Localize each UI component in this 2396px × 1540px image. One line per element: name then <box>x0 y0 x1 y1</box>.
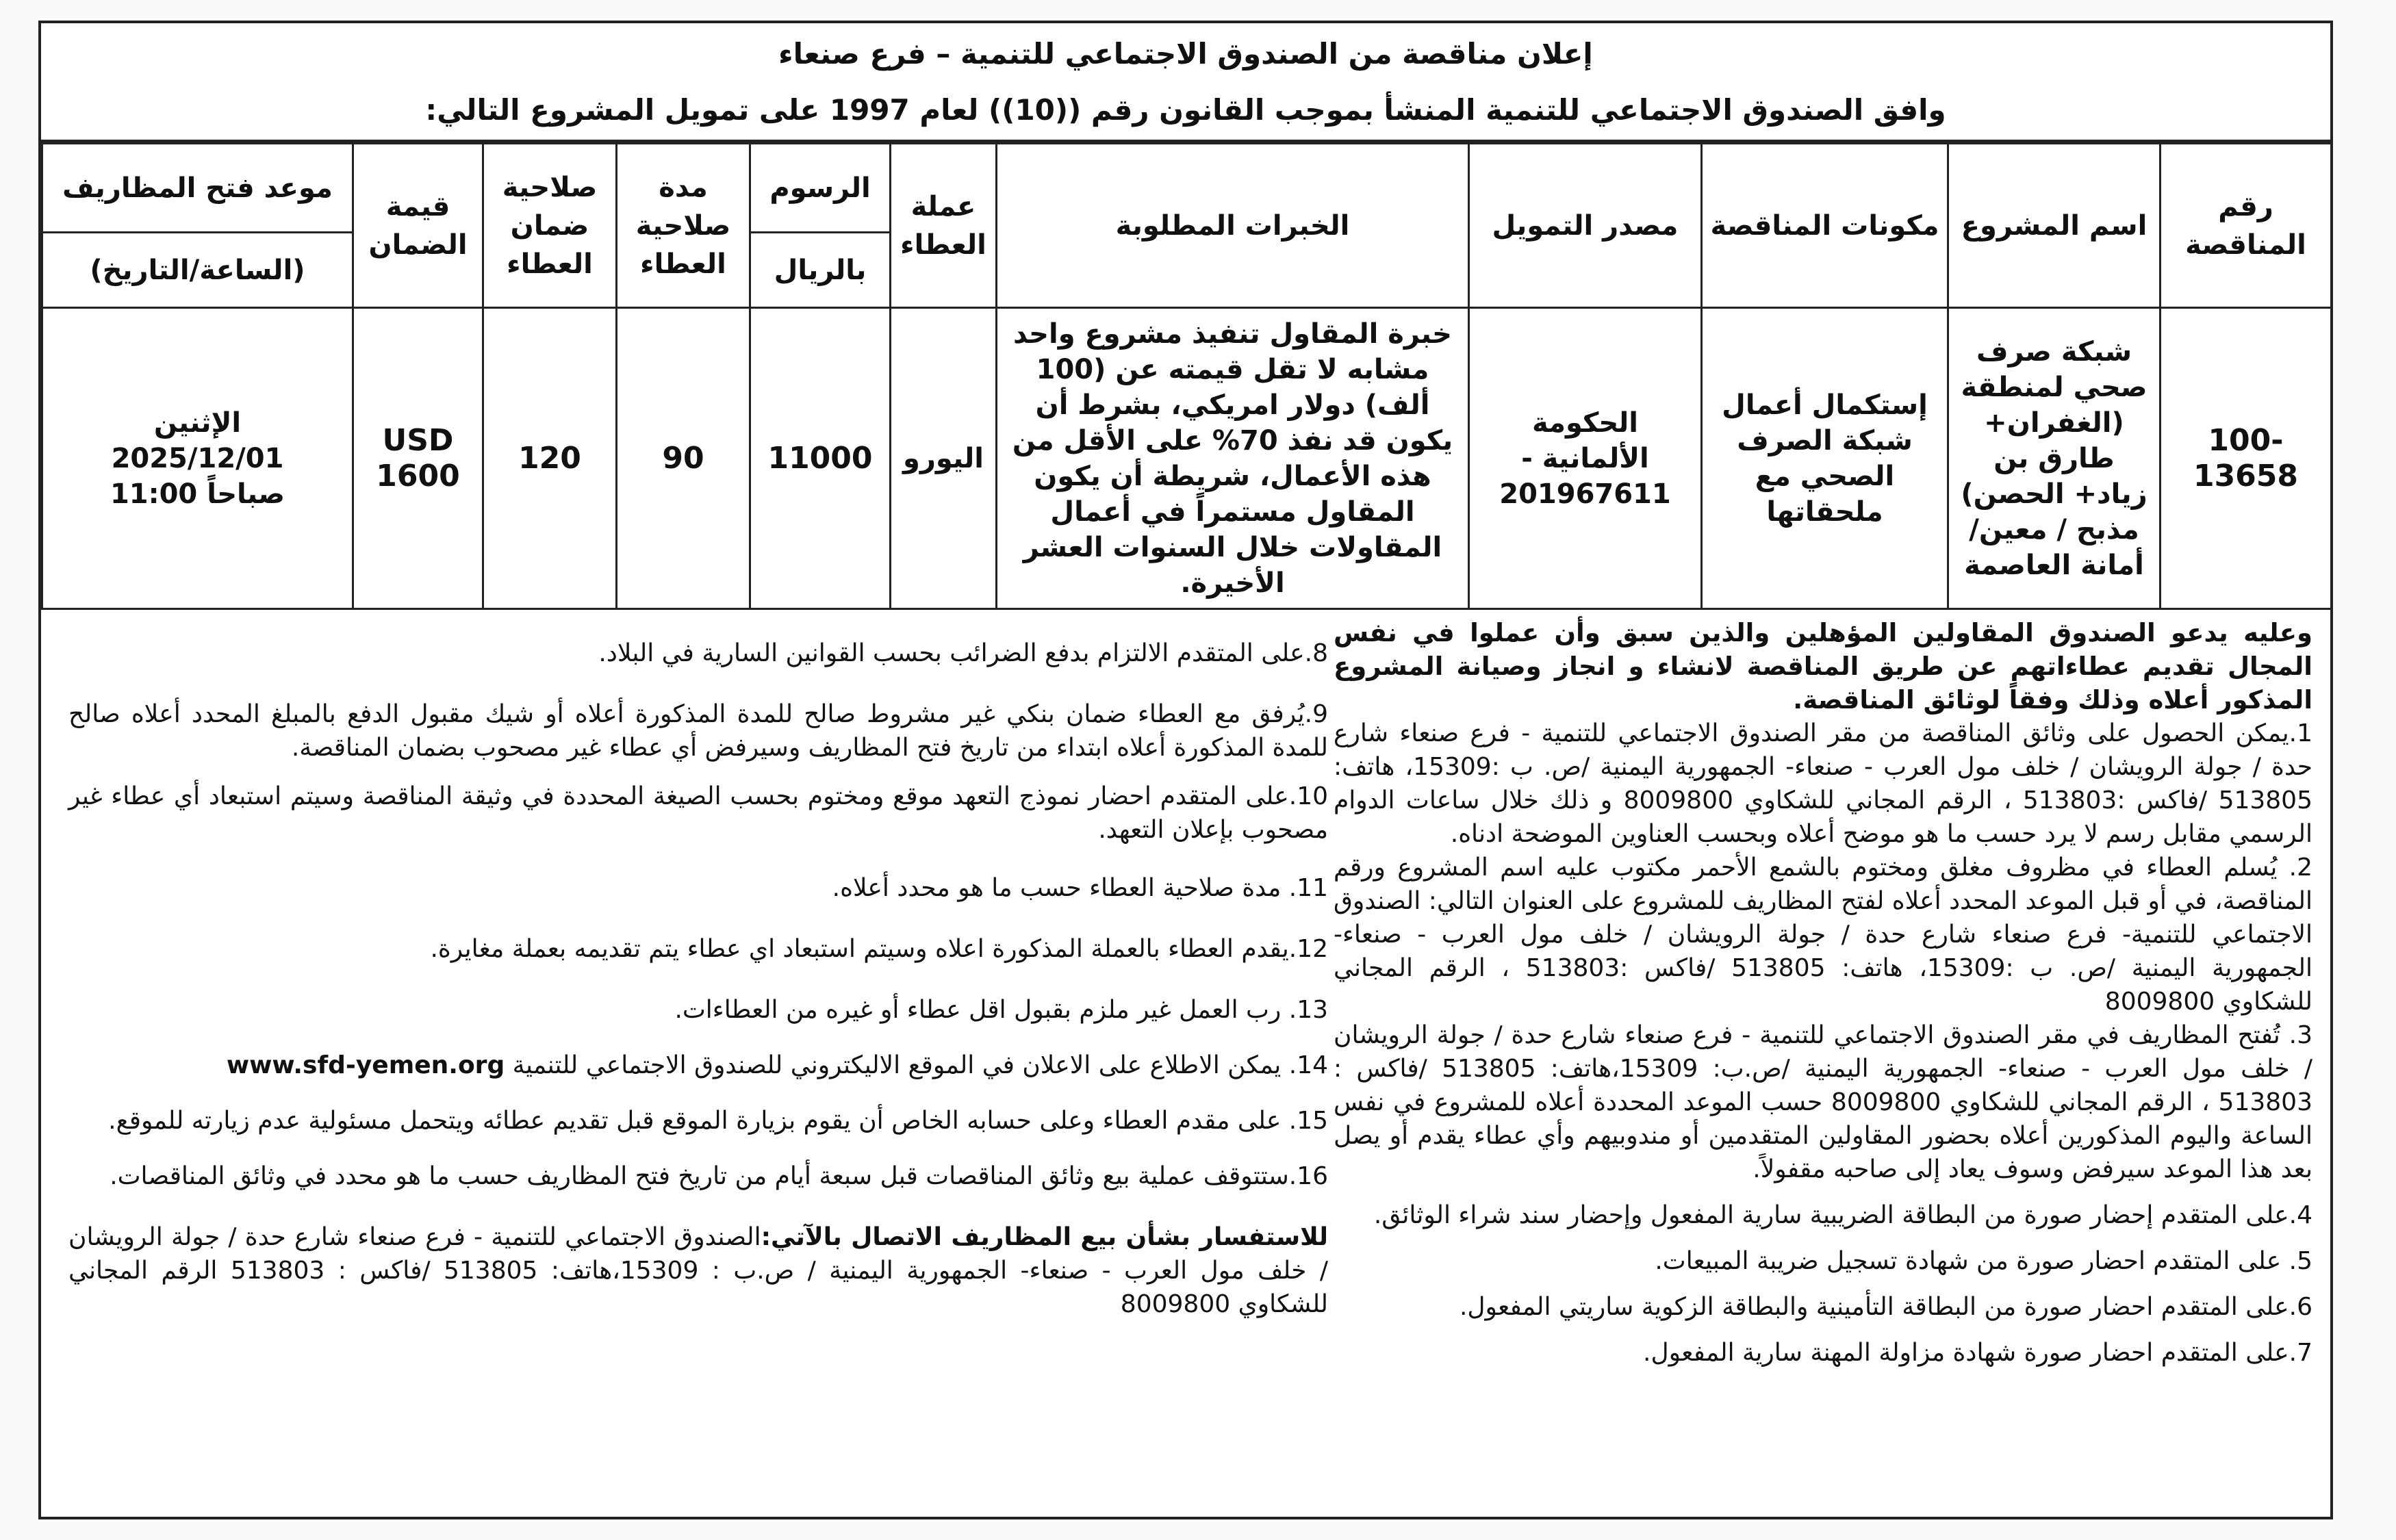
intro-paragraph: وعليه يدعو الصندوق المقاولين المؤهلين والذين سبق وأن عملوا في نفس المجال تقديم عطاءاتهم عن طريق المناقصة لانشاء و انجاز وصيانة المشروع المذكور أعلاه وذلك وفقاً لوثائق المناقصة. <box>1334 618 2312 715</box>
header-opening-sub: (الساعة/التاريخ) <box>42 233 353 308</box>
header-opening: موعد فتح المظاريف <box>42 144 353 233</box>
tender-table <box>41 142 2332 610</box>
notice-title: إعلان مناقصة من الصندوق الاجتماعي للتنمية – فرع صنعاء <box>778 37 1593 70</box>
notice-subtitle: وافق الصندوق الاجتماعي للتنمية المنشأ بموجب القانون رقم ((10)) لعام 1997 على تمويل المشروع التالي: <box>425 93 1946 127</box>
header-guarantee-validity: صلاحية ضمان العطاء <box>483 144 617 308</box>
condition-item: 4.على المتقدم إحضار صورة من البطاقة الضريبية سارية المفعول وإحضار سند شراء الوثائق. <box>1373 1201 2312 1229</box>
cell-fees: 11000 <box>750 308 891 609</box>
condition-item: 10.على المتقدم احضار نموذج التعهد موقع ومختوم بحسب الصيغة المحددة في وثيقة المناقصة وسيتم استبعاد أي عطاء غير مصحوب بإعلان التعهد. <box>68 782 1328 844</box>
condition-item: 11. مدة صلاحية العطاء حسب ما هو محدد أعلاه. <box>832 874 1328 902</box>
conditions-right-column <box>1334 616 2312 1370</box>
inquiry-paragraph <box>68 1220 1328 1321</box>
condition-item: 9.يُرفق مع العطاء ضمان بنكي غير مشروط صالح للمدة المذكورة أعلاه أو شيك مقبول الدفع بالمبلغ المحدد أعلاه صالح للمدة المذكورة أعلاه ابتداء من تاريخ فتح المظاريف وسيرفض أي عطاء غير مصحوب بضمان المناقصة. <box>68 700 1328 762</box>
condition-item: 12.يقدم العطاء بالعملة المذكورة اعلاه وسيتم استبعاد اي عطاء يتم تقديمه بعملة مغايرة. <box>430 935 1328 963</box>
opening-day: الإثنين <box>153 407 242 439</box>
condition-item-text: 14. يمكن الاطلاع على الاعلان في الموقع الاليكتروني للصندوق الاجتماعي للتنمية <box>512 1051 1328 1079</box>
condition-item: 13. رب العمل غير ملزم بقبول اقل عطاء أو غيره من العطاءات. <box>674 996 1328 1024</box>
condition-item: 5. على المتقدم احضار صورة من شهادة تسجيل ضريبة المبيعات. <box>1655 1247 2312 1275</box>
tender-notice <box>38 21 2333 1519</box>
cell-validity: 90 <box>617 308 750 609</box>
header-tender-no: رقم المناقصة <box>2161 144 2332 308</box>
inquiry-text: الصندوق الاجتماعي للتنمية - فرع صنعاء شارع حدة / جولة الرويشان / خلف مول العرب - صنعاء- الجمهورية اليمنية / ص.ب : 15309،هاتف: 513805 /فاكس : 513803 الرقم المجاني للشكاوي 8009800 <box>68 1223 1328 1318</box>
cell-guarantee-value: USD 1600 <box>353 308 483 609</box>
cell-opening <box>42 308 353 609</box>
header-validity: مدة صلاحية العطاء <box>617 144 750 308</box>
website-link[interactable]: www.sfd-yemen.org <box>226 1051 505 1079</box>
header-currency: عملة العطاء <box>891 144 997 308</box>
header-fees: الرسوم <box>750 144 891 233</box>
cell-currency: اليورو <box>891 308 997 609</box>
condition-item: 6.على المتقدم احضار صورة من البطاقة التأمينية والبطاقة الزكوية ساريتي المفعول. <box>1459 1293 2312 1321</box>
header-components: مكونات المناقصة <box>1702 144 1948 308</box>
header-funding: مصدر التمويل <box>1469 144 1702 308</box>
cell-guarantee-validity: 120 <box>483 308 617 609</box>
cell-project-name: شبكة صرف صحي لمنطقة (الغفران+ طارق بن زياد+ الحصن) مذبح / معين/ أمانة العاصمة <box>1948 308 2161 609</box>
condition-item: 16.ستتوقف عملية بيع وثائق المناقصات قبل سبعة أيام من تاريخ فتح المظاريف حسب ما هو محدد في وثائق المناقصات. <box>110 1162 1328 1190</box>
notice-header <box>41 23 2330 142</box>
condition-item <box>68 1049 1328 1082</box>
condition-item: 15. على مقدم العطاء وعلى حسابه الخاص أن يقوم بزيارة الموقع قبل تقديم عطائه ويتحمل مسئولية عدم زيارته للموقع. <box>108 1107 1328 1135</box>
condition-item: 7.على المتقدم احضار صورة شهادة مزاولة المهنة سارية المفعول. <box>1643 1339 2312 1367</box>
opening-date: 2025/12/01 <box>111 442 284 474</box>
opening-time: صباحاً 11:00 <box>110 478 285 510</box>
header-guarantee-value: قيمة الضمان <box>353 144 483 308</box>
cell-tender-no: 100-13658 <box>2161 308 2332 609</box>
condition-item: 2. يُسلم العطاء في مظروف مغلق ومختوم بالشمع الأحمر مكتوب عليه اسم المشروع ورقم المناقصة، في أو قبل الموعد المحدد أعلاه لفتح المظاريف للمشروع على العنوان التالي: الصندوق الاجتماعي للتنمية- فرع صنعاء شارع حدة / جولة الرويشان / خلف مول العرب - صنعاء- الجمهورية اليمنية /ص. ب :15309، هاتف: 513805 /فاكس :513803 ، الرقم المجاني للشكاوي 8009800 <box>1334 854 2313 1016</box>
header-fees-unit: بالريال <box>750 233 891 308</box>
condition-item: 8.على المتقدم الالتزام بدفع الضرائب بحسب القوانين السارية في البلاد. <box>598 639 1328 667</box>
inquiry-label: للاستفسار بشأن بيع المظاريف الاتصال بالآتي: <box>761 1223 1328 1251</box>
cell-experience: خبرة المقاول تنفيذ مشروع واحد مشابه لا تقل قيمته عن (100 ألف) دولار امريكي، بشرط أن يكون قد نفذ 70% على الأقل من هذه الأعمال، شريطة أن يكون المقاول مستمراً في أعمال المقاولات خلال السنوات العشر الأخيرة. <box>997 308 1469 609</box>
cell-funding: الحكومة الألمانية - 201967611 <box>1469 308 1702 609</box>
header-experience: الخبرات المطلوبة <box>997 144 1469 308</box>
conditions-left-column <box>68 616 1328 1321</box>
condition-item: 3. تُفتح المظاريف في مقر الصندوق الاجتماعي للتنمية - فرع صنعاء شارع حدة / جولة الرويشان / خلف مول العرب - صنعاء- الجمهورية اليمنية /ص.ب: 15309،هاتف: 513805 /فاكس : 513803 ، الرقم المجاني للشكاوي 8009800 حسب الموعد المحددة أعلاه للمشروع في نفس الساعة واليوم المذكورين أعلاه بحضور المقاولين المتقدمين أو مندوبيهم وأي عطاء يقدم أو يصل بعد هذا الموعد سيرفض وسوف يعاد إلى صاحبه مقفولاً. <box>1334 1021 2312 1183</box>
condition-item: 1.يمكن الحصول على وثائق المناقصة من مقر الصندوق الاجتماعي للتنمية - فرع صنعاء شارع حدة / جولة الرويشان / خلف مول العرب - صنعاء- الجمهورية اليمنية /ص. ب :15309، هاتف: 513805 /فاكس :513803 ، الرقم المجاني للشكاوي 8009800 و ذلك خلال ساعات الدوام الرسمي مقابل رسم لا يرد حسب ما هو موضح أعلاه وبحسب العناوين الموضحة ادناه. <box>1334 719 2312 848</box>
cell-components: إستكمال أعمال شبكة الصرف الصحي مع ملحقاتها <box>1702 308 1948 609</box>
header-project-name: اسم المشروع <box>1948 144 2161 308</box>
